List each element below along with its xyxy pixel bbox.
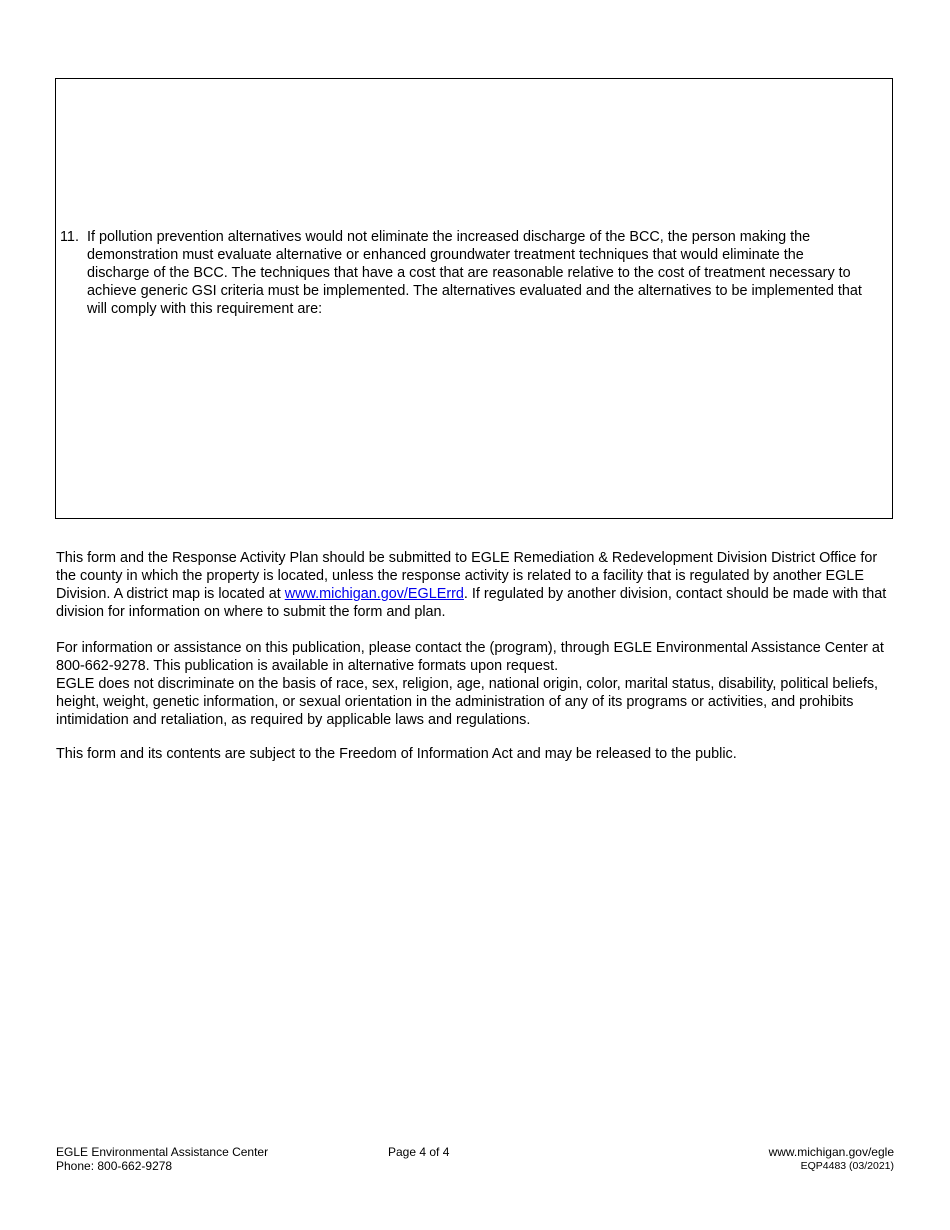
footer-contact bbox=[56, 1145, 268, 1173]
footer-page-number: Page 4 of 4 bbox=[388, 1145, 450, 1159]
footer-right bbox=[769, 1145, 894, 1173]
submission-text-before-link: This form and the Response Activity Plan should be submitted to EGLE Remediation & Redevelopment Division District Office for the county in which the property is located, unless the response activity is related to a facility that is regulated by another EGLE Division. A district map is located at bbox=[56, 550, 878, 602]
district-map-link[interactable]: www.michigan.gov/EGLErrd bbox=[284, 586, 464, 602]
foia-notice: This form and its contents are subject to the Freedom of Information Act and may be released to the public. bbox=[56, 746, 737, 762]
nondiscrimination-statement: EGLE does not discriminate on the basis of race, sex, religion, age, national origin, color, marital status, disability, political beliefs, height, weight, genetic information, or sexual orientation in the administration of any of its programs or activities, and prohibits intimidation and retaliation, as required by applicable laws and regulations. bbox=[56, 676, 879, 728]
question-11 bbox=[60, 228, 870, 318]
footer-org: EGLE Environmental Assistance Center bbox=[56, 1145, 269, 1159]
submission-instructions bbox=[56, 549, 896, 621]
question-11-number: 11. bbox=[60, 229, 79, 245]
footer-website: www.michigan.gov/egle bbox=[768, 1145, 894, 1159]
footer-phone: Phone: 800-662-9278 bbox=[56, 1159, 173, 1173]
assistance-notice bbox=[56, 639, 896, 729]
question-11-text: If pollution prevention alternatives would not eliminate the increased discharge of the BCC, the person making the demonstration must evaluate alternative or enhanced groundwater treatment techniques that would eliminate the discharge of the BCC. The techniques that have a cost that are reasonable relative to the cost of treatment necessary to achieve generic GSI criteria must be implemented. The alternatives evaluated and the alternatives to be implemented that will comply with this requirement are: bbox=[87, 229, 862, 317]
submission-text-after-link: . If regulated by another division, contact should be made with that division for information on where to submit the form and plan. bbox=[56, 586, 887, 620]
question-11-answer-field[interactable] bbox=[86, 320, 876, 510]
assistance-contact-text: For information or assistance on this publication, please contact the (program), through EGLE Environmental Assistance Center at 800-662-9278. This publication is available in alternative formats upon request. bbox=[56, 640, 884, 674]
footer-form-code: EQP4483 (03/2021) bbox=[800, 1160, 894, 1172]
